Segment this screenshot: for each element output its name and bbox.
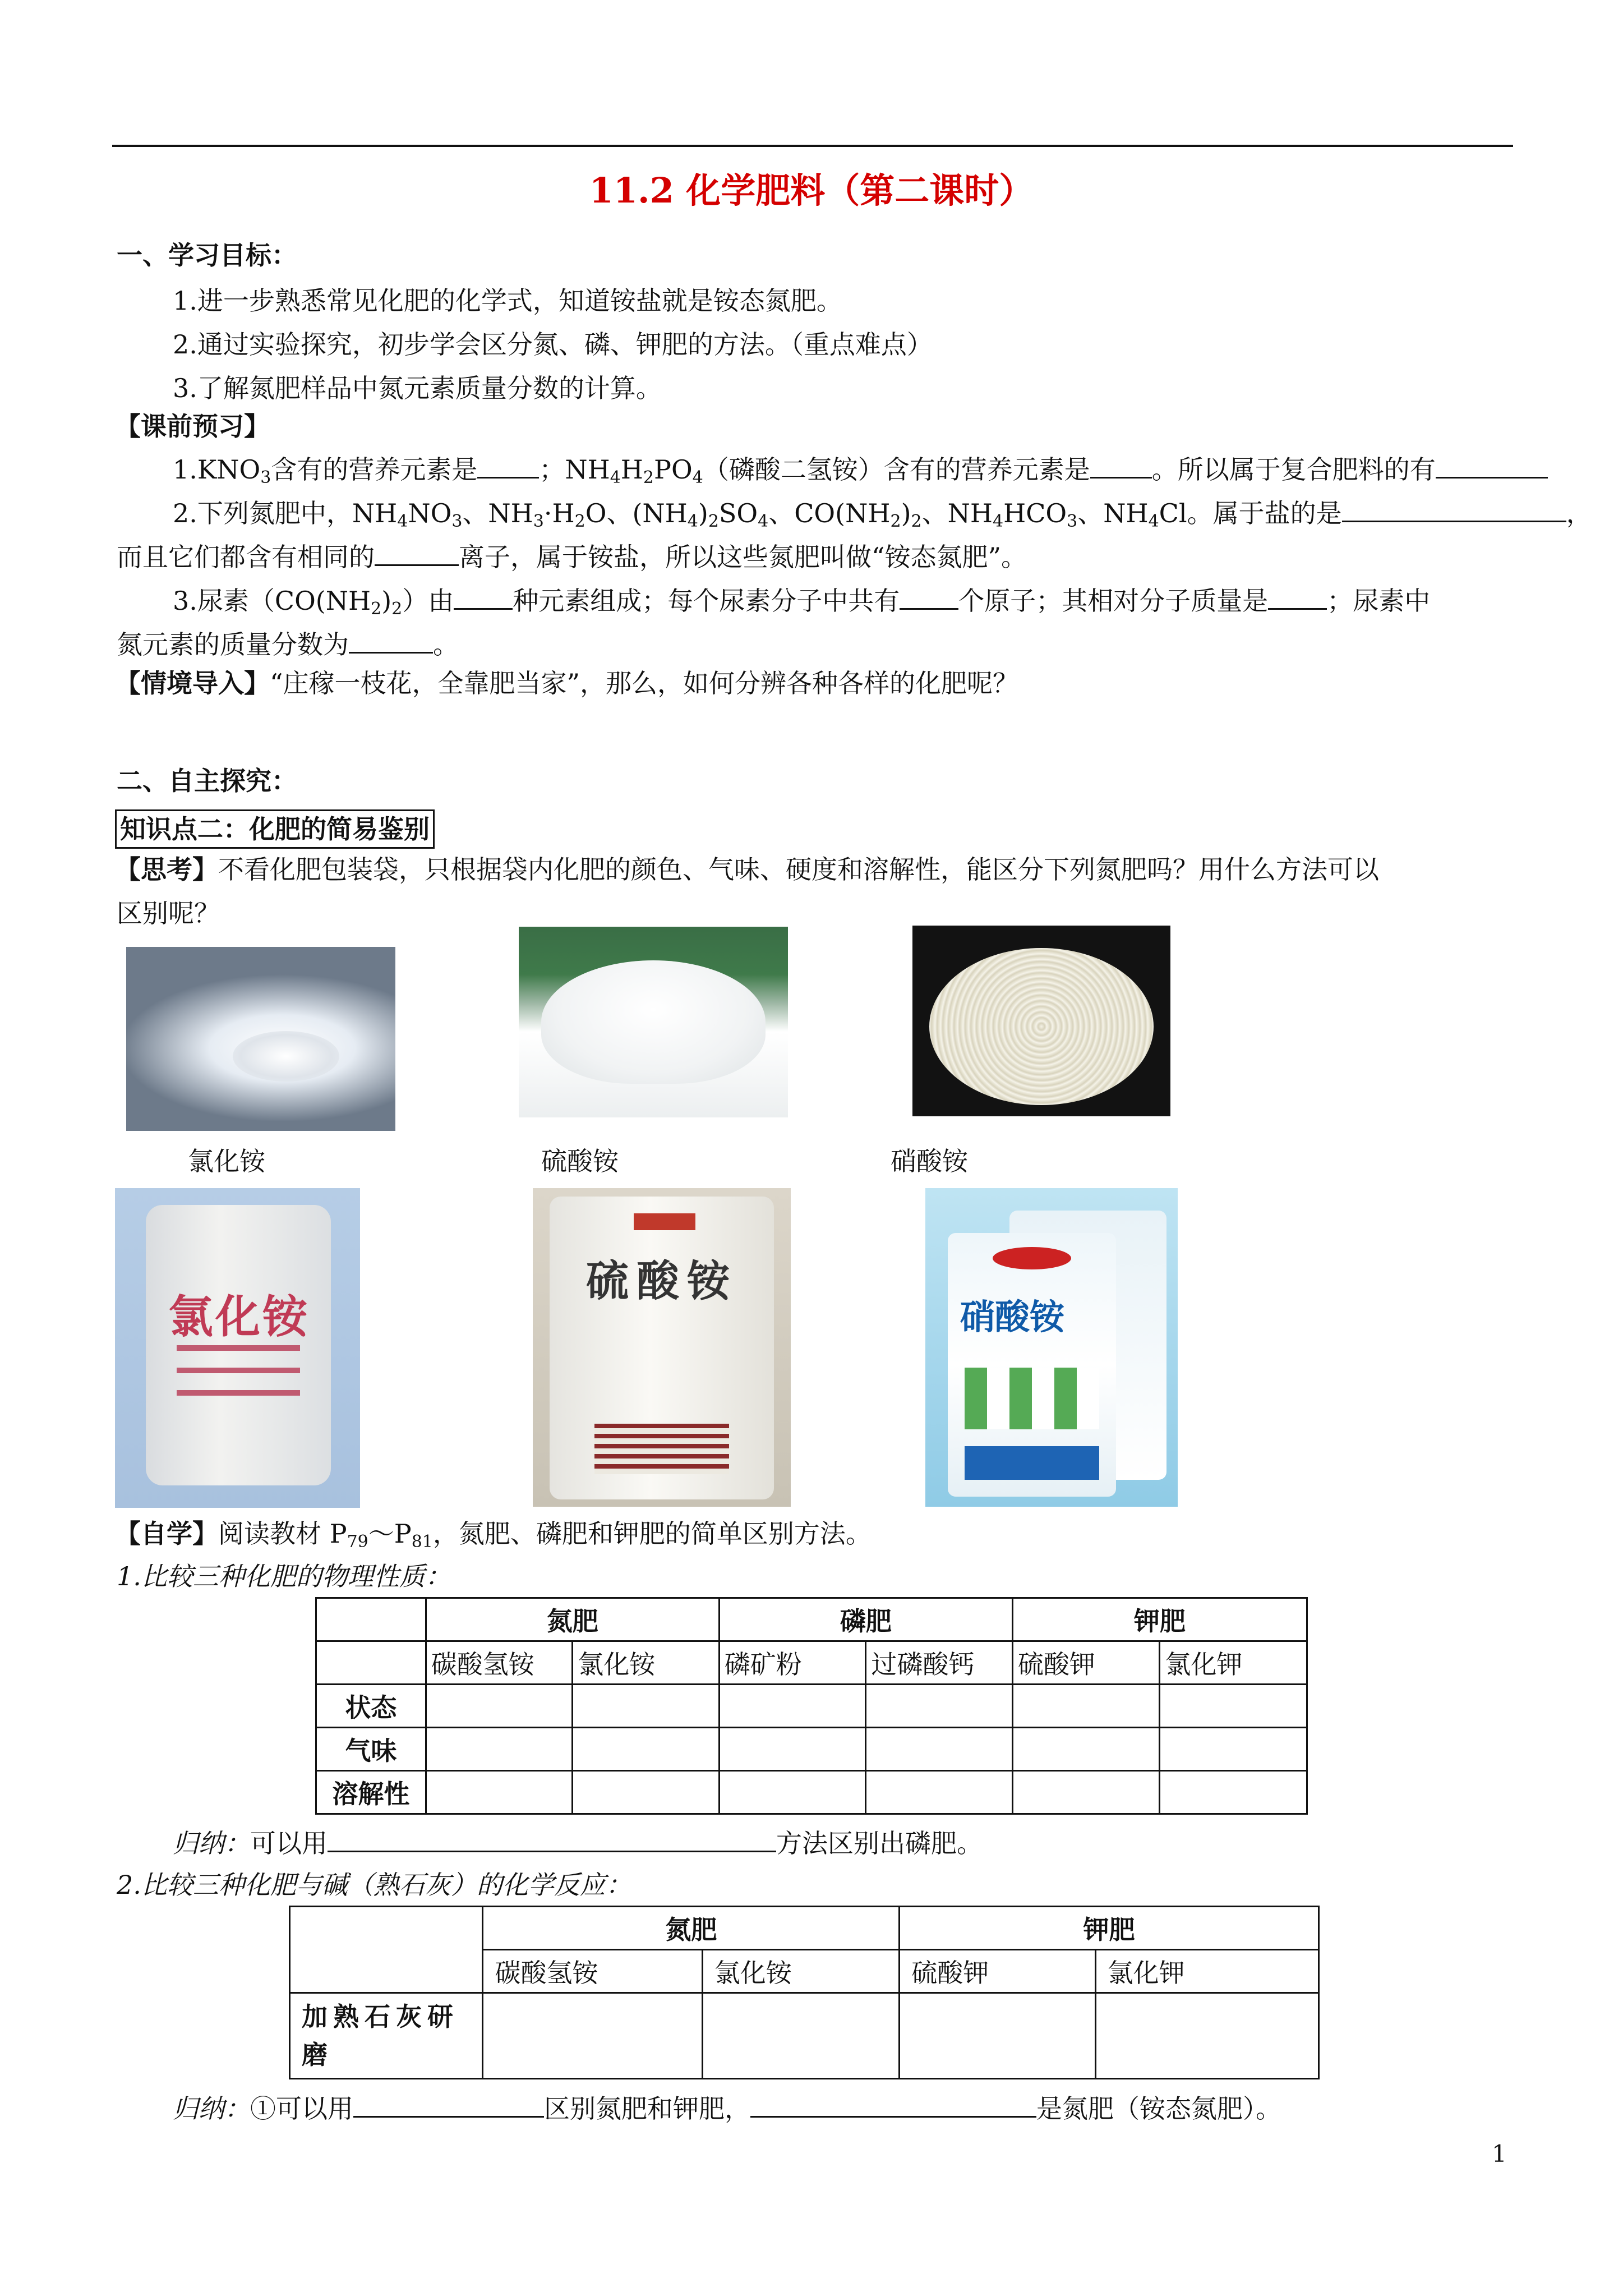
row-header: 加熟石灰研 磨	[290, 1993, 483, 2079]
bag-label: 硫酸铵	[586, 1256, 737, 1306]
item-header: 过磷酸钙	[866, 1641, 1013, 1685]
table-cell	[316, 1598, 426, 1641]
table-row	[316, 1728, 1307, 1771]
group-header-nitrogen: 氮肥	[426, 1598, 719, 1641]
ammonium-sulfate-bag-photo	[533, 1188, 791, 1507]
answer-cell[interactable]	[483, 1993, 702, 2079]
answer-cell[interactable]	[1160, 1685, 1307, 1728]
table2-caption: 2.比较三种化肥与碱（熟石灰）的化学反应：	[117, 1870, 631, 1900]
answer-cell[interactable]	[426, 1771, 573, 1814]
item-header: 硫酸钾	[900, 1950, 1095, 1993]
ammonium-chloride-powder-photo	[126, 947, 395, 1131]
answer-blank[interactable]	[454, 583, 513, 610]
answer-cell[interactable]	[866, 1685, 1013, 1728]
row-header: 气味	[316, 1728, 426, 1771]
table-row	[316, 1771, 1307, 1814]
section1-heading: 一、学习目标：	[117, 240, 297, 270]
answer-cell[interactable]	[1012, 1771, 1160, 1814]
answer-cell[interactable]	[719, 1728, 866, 1771]
answer-cell[interactable]	[573, 1728, 720, 1771]
item-header: 磷矿粉	[719, 1641, 866, 1685]
chemical-reaction-table	[289, 1906, 1320, 2079]
item-header: 硫酸钾	[1012, 1641, 1160, 1685]
preview-q2: 2.下列氮肥中，$NH_4NO_3$、$NH_3\cdot H_2O$、$(NH_4)_2SO_4$、$CO(NH_2)_2$、$NH_4HCO_3$、$NH_4Cl$。属于盐的是 ，	[173, 496, 1592, 530]
group-header-nitrogen: 氮肥	[483, 1907, 900, 1950]
item-header: 氯化钾	[1160, 1641, 1307, 1685]
answer-blank[interactable]	[477, 452, 539, 478]
answer-blank[interactable]	[1268, 583, 1327, 610]
answer-cell[interactable]	[1012, 1728, 1160, 1771]
ammonium-sulfate-powder-photo	[519, 927, 788, 1117]
header-rule	[112, 145, 1513, 147]
group-header-potassium: 钾肥	[1012, 1598, 1307, 1641]
caption-ammonium-chloride: 氯化铵	[188, 1146, 265, 1176]
page-title: 11.2 化学肥料（第二课时）	[589, 170, 1034, 211]
answer-cell[interactable]	[426, 1685, 573, 1728]
table-row	[316, 1685, 1307, 1728]
item-header: 碳酸氢铵	[426, 1641, 573, 1685]
answer-blank[interactable]	[900, 583, 958, 610]
table-cell	[290, 1907, 483, 1993]
self-study-line: 【自学】阅读教材 $P_{79}\sim P_{81}$，氮肥、磷肥和钾肥的简单区别方法。	[115, 1519, 872, 1552]
summary2: 归纳：①可以用 区别氮肥和钾肥， 是氮肥（铵态氮肥）。	[173, 2091, 1281, 2125]
knowledge-point-box: 知识点二：化肥的简易鉴别	[115, 809, 435, 849]
bag-label: 硝酸铵	[960, 1296, 1065, 1337]
preview-q3: 3.尿素$(CO(NH_2)_2)$由 种元素组成；每个尿素分子中共有 个原子；其相对分子质量是 ；尿素中	[173, 583, 1430, 618]
answer-cell[interactable]	[719, 1771, 866, 1814]
answer-cell[interactable]	[719, 1685, 866, 1728]
think-paragraph: 【思考】不看化肥包装袋，只根据袋内化肥的颜色、气味、硬度和溶解性，能区分下列氮肥吗？用什么方法可以	[115, 854, 1379, 885]
item-header: 氯化铵	[573, 1641, 720, 1685]
physical-properties-table	[315, 1597, 1308, 1815]
table-row	[316, 1641, 1307, 1685]
think-paragraph-line2: 区别呢？	[117, 898, 220, 928]
caption-ammonium-sulfate: 硫酸铵	[541, 1146, 619, 1176]
answer-cell[interactable]	[1095, 1993, 1318, 2079]
page-number: 1	[1492, 2140, 1507, 2168]
table-cell	[316, 1641, 426, 1685]
bag-label: 氯化铵	[168, 1290, 310, 1343]
answer-cell[interactable]	[426, 1728, 573, 1771]
row-header: 状态	[316, 1685, 426, 1728]
summary1: 归纳：可以用 方法区别出磷肥。	[173, 1826, 983, 1860]
answer-blank[interactable]	[1436, 452, 1548, 478]
item-header: 氯化钾	[1095, 1950, 1318, 1993]
answer-blank[interactable]	[750, 2091, 1036, 2118]
answer-blank[interactable]	[328, 1826, 776, 1852]
table-row	[316, 1598, 1307, 1641]
table1-caption: 1.比较三种化肥的物理性质：	[117, 1561, 451, 1591]
ammonium-nitrate-granules-photo	[912, 926, 1170, 1116]
answer-cell[interactable]	[702, 1993, 899, 2079]
item-header: 碳酸氢铵	[483, 1950, 702, 1993]
goal-1: 1.进一步熟悉常见化肥的化学式，知道铵盐就是铵态氮肥。	[173, 286, 842, 316]
preview-q2-line2: 而且它们都含有相同的 离子，属于铵盐，所以这些氮肥叫做“铵态氮肥”。	[117, 540, 1027, 574]
section2-heading: 二、自主探究：	[117, 766, 297, 796]
ammonium-nitrate-bag-photo	[925, 1188, 1178, 1507]
answer-cell[interactable]	[866, 1771, 1013, 1814]
preview-q1: $1.KNO_3$含有的营养元素是 ；$NH_4H_2PO_4$（磷酸二氢铵）含有的营养元素是 。所以属于复合肥料的有	[173, 452, 1548, 486]
goal-2: 2.通过实验探究，初步学会区分氮、磷、钾肥的方法。（重点难点）	[173, 329, 933, 360]
answer-blank[interactable]	[1342, 496, 1566, 522]
table-row	[290, 1993, 1319, 2079]
answer-cell[interactable]	[1012, 1685, 1160, 1728]
preview-heading: 【课前预习】	[115, 411, 270, 441]
group-header-potassium: 钾肥	[900, 1907, 1319, 1950]
answer-blank[interactable]	[375, 540, 459, 566]
item-header: 氯化铵	[702, 1950, 899, 1993]
row-header: 溶解性	[316, 1771, 426, 1814]
ammonium-chloride-bag-photo	[115, 1188, 360, 1508]
preview-q3-line2: 氮元素的质量分数为 。	[117, 627, 459, 661]
answer-blank[interactable]	[1090, 452, 1152, 478]
answer-cell[interactable]	[573, 1685, 720, 1728]
context-intro: 【情境导入】“庄稼一枝花，全靠肥当家”，那么，如何分辨各种各样的化肥呢？	[115, 668, 1019, 698]
answer-cell[interactable]	[573, 1771, 720, 1814]
group-header-phosphorus: 磷肥	[719, 1598, 1012, 1641]
answer-cell[interactable]	[866, 1728, 1013, 1771]
answer-blank[interactable]	[353, 2091, 544, 2118]
goal-3: 3.了解氮肥样品中氮元素质量分数的计算。	[173, 373, 662, 403]
caption-ammonium-nitrate: 硝酸铵	[891, 1146, 968, 1176]
answer-blank[interactable]	[349, 627, 433, 654]
answer-cell[interactable]	[900, 1993, 1095, 2079]
answer-cell[interactable]	[1160, 1728, 1307, 1771]
table-row	[290, 1907, 1319, 1950]
answer-cell[interactable]	[1160, 1771, 1307, 1814]
